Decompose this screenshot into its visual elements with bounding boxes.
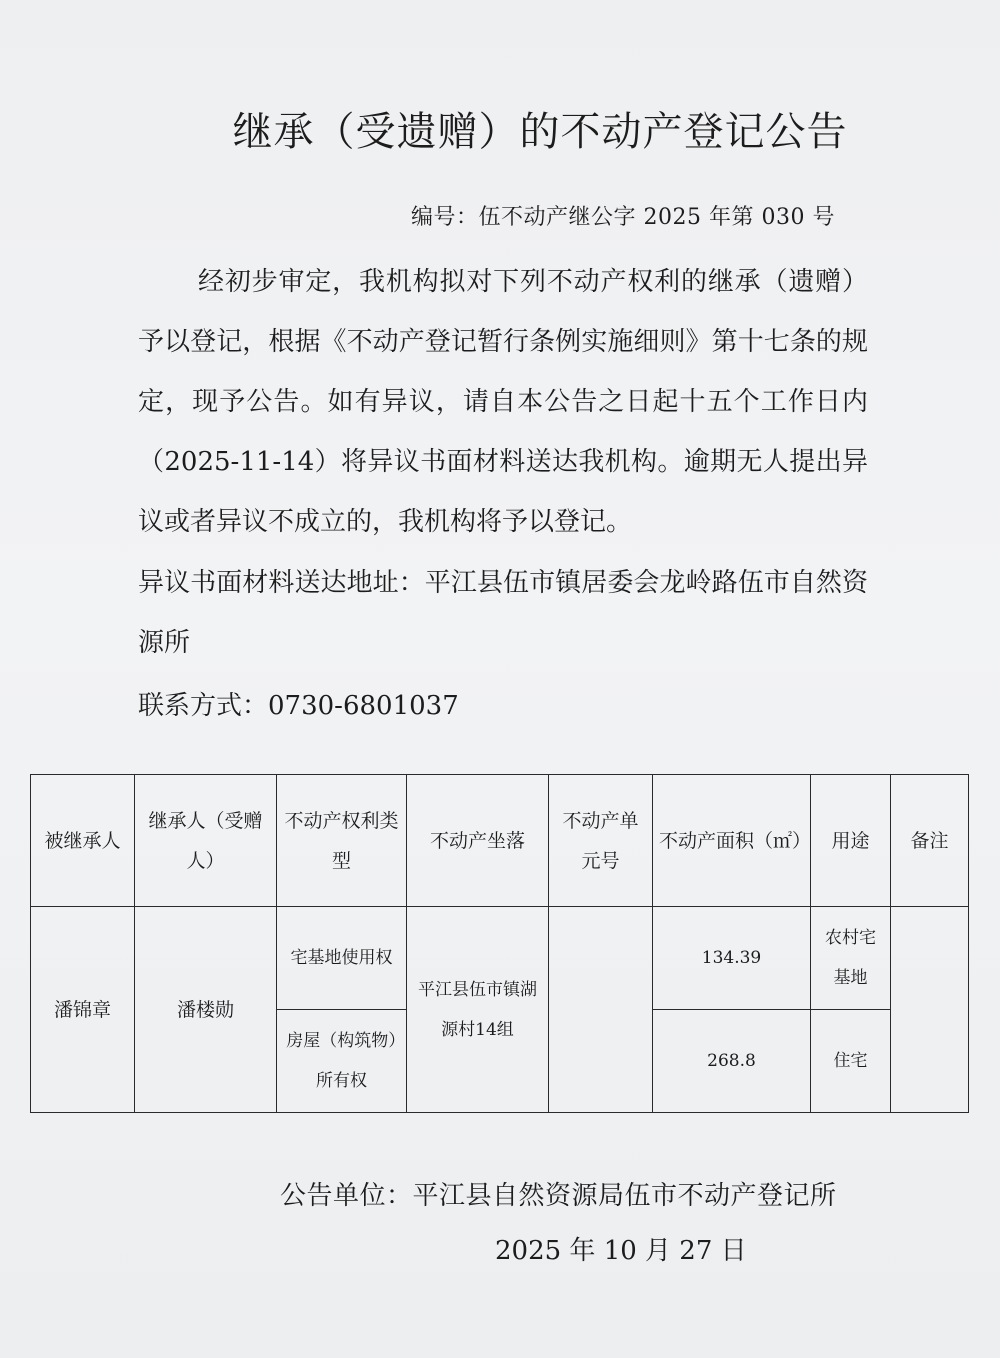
cell-right-type: 房屋（构筑物）所有权 <box>277 1010 407 1113</box>
header-decedent: 被继承人 <box>31 775 135 907</box>
header-unit-number: 不动产单元号 <box>549 775 653 907</box>
registration-table <box>30 774 969 1113</box>
cell-remark <box>891 907 969 1113</box>
table-header-row <box>31 775 969 907</box>
notice-body-paragraph: 经初步审定，我机构拟对下列不动产权利的继承（遗赠）予以登记，根据《不动产登记暂行条例实施细则》第十七条的规定，现予公告。如有异议，请自本公告之日起十五个工作日内（2025-11-14）将异议书面材料送达我机构。逾期无人提出异议或者异议不成立的，我机构将予以登记。 <box>138 267 868 537</box>
cell-decedent: 潘锦章 <box>31 907 135 1113</box>
cell-unit-number <box>549 907 653 1113</box>
header-right-type: 不动产权利类型 <box>277 775 407 907</box>
document-number: 编号：伍不动产继公字 2025 年第 030 号 <box>411 205 835 230</box>
header-remark: 备注 <box>891 775 969 907</box>
cell-location: 平江县伍市镇湖源村14组 <box>407 907 549 1113</box>
issuing-unit: 公告单位：平江县自然资源局伍市不动产登记所 <box>280 1181 837 1211</box>
header-use: 用途 <box>811 775 891 907</box>
cell-use: 农村宅基地 <box>811 907 891 1010</box>
cell-heir: 潘楼勋 <box>135 907 277 1113</box>
contact-info: 联系方式：0730-6801037 <box>138 691 459 721</box>
cell-area: 268.8 <box>653 1010 811 1113</box>
notice-title: 继承（受遗赠）的不动产登记公告 <box>232 109 848 155</box>
header-location: 不动产坐落 <box>407 775 549 907</box>
cell-right-type: 宅基地使用权 <box>277 907 407 1010</box>
table-row <box>31 907 969 1010</box>
cell-area: 134.39 <box>653 907 811 1010</box>
cell-use: 住宅 <box>811 1010 891 1113</box>
header-heir: 继承人（受赠人） <box>135 775 277 907</box>
objection-address: 异议书面材料送达地址：平江县伍市镇居委会龙岭路伍市自然资源所 <box>138 568 868 658</box>
header-area: 不动产面积（㎡） <box>653 775 811 907</box>
issue-date: 2025 年 10 月 27 日 <box>495 1236 747 1266</box>
